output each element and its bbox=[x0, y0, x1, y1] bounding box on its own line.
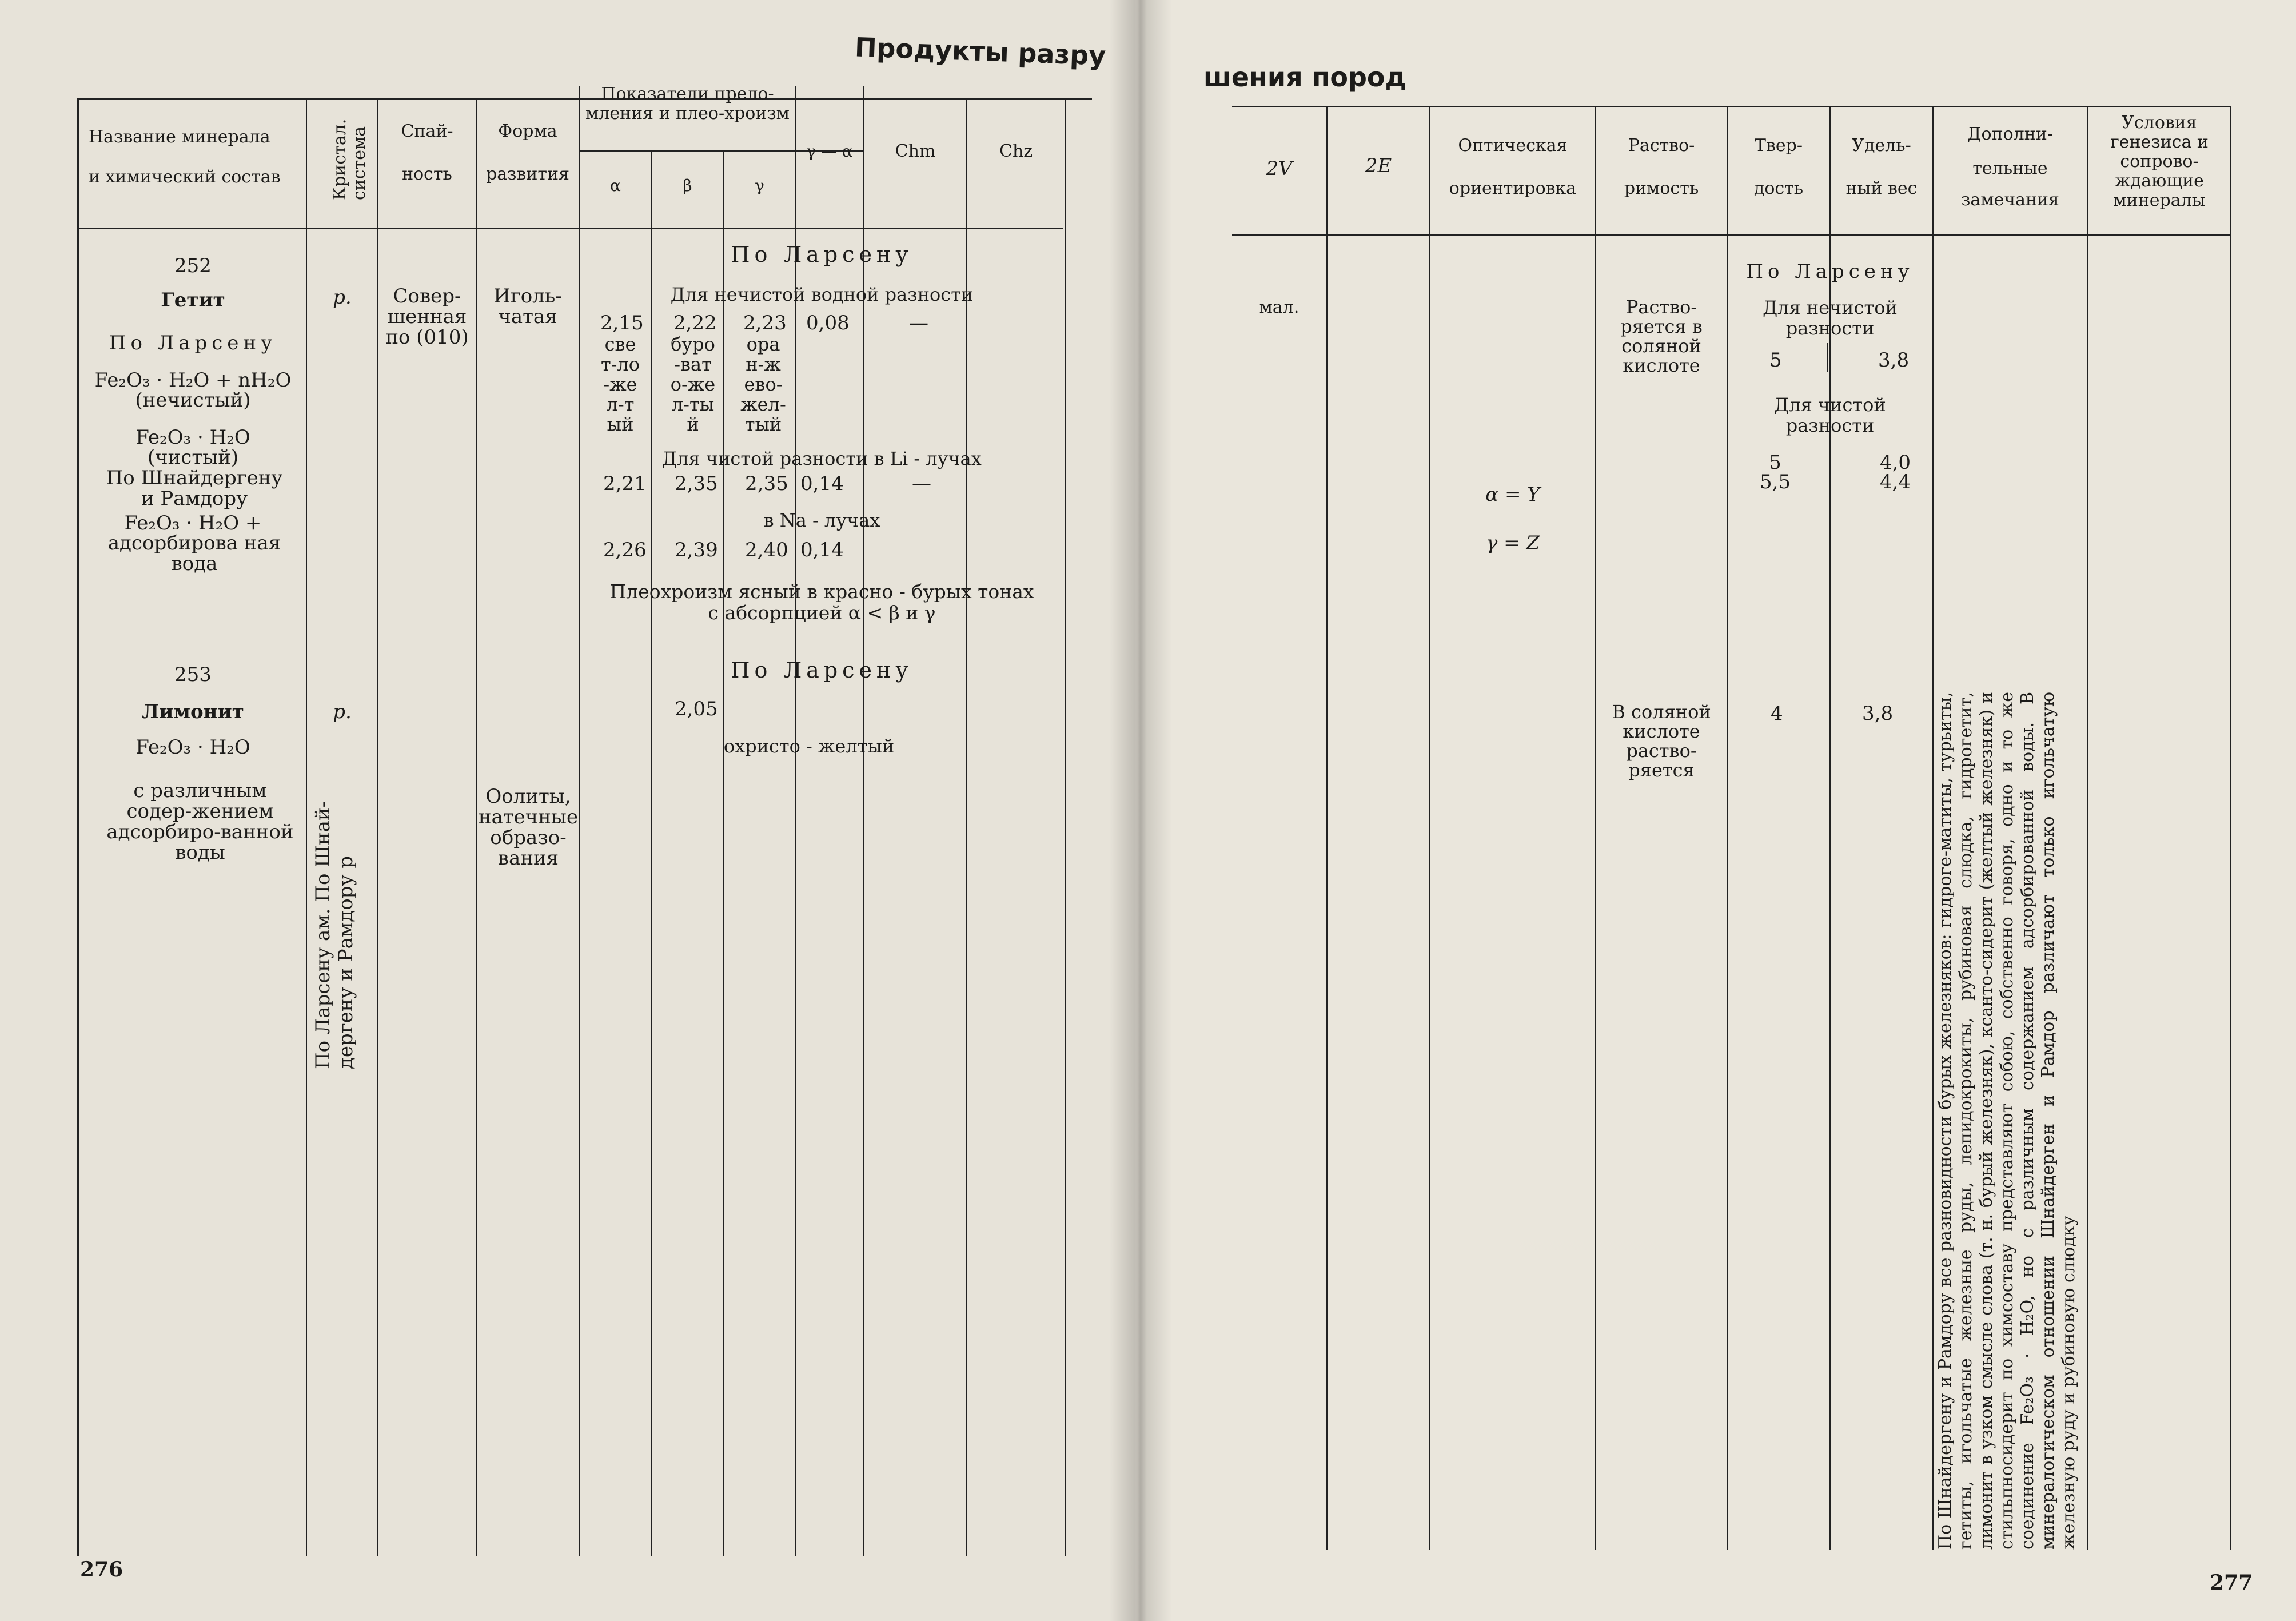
entry252-schneider: По Шнайдергену и Рамдору bbox=[106, 467, 283, 510]
hdr-name-1: Название минерала bbox=[89, 127, 270, 147]
hdr-2e: 2E bbox=[1365, 154, 1392, 177]
entry252-li-alpha: 2,21 bbox=[603, 472, 647, 495]
r-entry252-impure-label: Для нечистой разности bbox=[1763, 297, 1898, 339]
r-entry252-impure-d: 3,8 bbox=[1878, 349, 1910, 372]
entry252-section-larsen: По Ларсену bbox=[731, 242, 913, 267]
hdr-cleavage-1: Спай- bbox=[401, 121, 453, 141]
r-header-bottom-rule bbox=[1232, 234, 2230, 236]
col-divider-9 bbox=[966, 98, 967, 1556]
hdr-alpha: α bbox=[610, 176, 621, 195]
entry252-li-dash: — bbox=[912, 472, 931, 495]
entry252-number: 252 bbox=[174, 254, 212, 277]
hdr-notes-2: тельные bbox=[1972, 158, 2048, 178]
page-number-left: 276 bbox=[80, 1558, 123, 1582]
entry252-impure-gamma: 2,23 bbox=[743, 312, 787, 334]
entry253-section-larsen: По Ларсену bbox=[731, 658, 913, 683]
r-entry253-solubility: В соляной кислоте раство-ряется bbox=[1612, 701, 1711, 781]
entry252-formula3: Fe₂O₃ · H₂O + bbox=[124, 512, 262, 535]
hdr-refraction: Показатели прело-мления и плео-хроизм bbox=[585, 84, 790, 124]
page-number-right: 277 bbox=[2210, 1571, 2253, 1595]
running-head-left: Продукты разру bbox=[854, 31, 1107, 71]
hdr-notes-1: Дополни- bbox=[1967, 124, 2053, 144]
entry252-impure-alpha: 2,15 bbox=[600, 312, 644, 334]
r-entry252-orient1: α = Y bbox=[1485, 483, 1540, 506]
col-divider-10 bbox=[1065, 98, 1066, 1556]
book-gutter-shadow bbox=[1109, 0, 1172, 1621]
hdr-hardness-1: Твер- bbox=[1755, 136, 1803, 156]
entry252-li-diff: 0,14 bbox=[800, 472, 844, 495]
entry252-na-gamma: 2,40 bbox=[745, 539, 788, 561]
hdr-notes-3: замечания bbox=[1961, 190, 2059, 210]
entry252-formula3-note: адсорбирова ная вода bbox=[107, 532, 281, 575]
entry252-na-label: в Na - лучах bbox=[763, 509, 880, 531]
hdr-gamma-alpha: γ — α bbox=[806, 142, 853, 161]
hdr-2v: 2V bbox=[1266, 157, 1293, 180]
r-col-divider-3 bbox=[1595, 106, 1596, 1550]
entry252-impure-dash: — bbox=[909, 312, 928, 334]
entry252-pleo2: с абсорпцией α < β и γ bbox=[708, 602, 936, 624]
r-entry252-pure-h: 5 5,5 bbox=[1759, 451, 1791, 493]
entry253-desc: с различным содер-жением адсорбиро-ванной воды bbox=[106, 779, 294, 864]
r-entry253-density: 3,8 bbox=[1862, 702, 1894, 725]
header-bottom-rule bbox=[77, 228, 1063, 229]
entry253-formula: Fe₂O₃ · H₂O bbox=[135, 736, 250, 759]
r-col-divider-2 bbox=[1429, 106, 1430, 1550]
entry252-formula1: Fe₂O₃ · H₂O + nH₂O bbox=[94, 369, 292, 392]
entry252-formula2: Fe₂O₃ · H₂O bbox=[135, 426, 250, 449]
col-divider-8 bbox=[863, 86, 864, 1556]
entry253-color: охристо - желтый bbox=[723, 735, 895, 757]
entry252-impure-diff: 0,08 bbox=[806, 312, 850, 334]
hdr-beta: β bbox=[683, 176, 692, 195]
entry252-crystal: р. bbox=[333, 286, 352, 309]
r-entry252-larsen: По Ларсену bbox=[1746, 260, 1914, 283]
entry253-habit: Оолиты, натечные образо-вания bbox=[478, 785, 579, 870]
entry253-number: 253 bbox=[174, 663, 212, 686]
entry252-na-alpha: 2,26 bbox=[603, 539, 647, 561]
entry252-li-label: Для чистой разности в Li - лучах bbox=[662, 448, 982, 469]
hdr-solubility-1: Раство- bbox=[1628, 136, 1695, 156]
r-entry253-hardness: 4 bbox=[1771, 702, 1783, 725]
col-divider-5 bbox=[651, 150, 652, 1556]
entry252-li-beta: 2,35 bbox=[675, 472, 718, 495]
entry252-na-diff: 0,14 bbox=[800, 539, 844, 561]
entry253-beta: 2,05 bbox=[675, 698, 718, 720]
entry253-name: Лимонит bbox=[142, 700, 244, 723]
col-divider-7 bbox=[795, 86, 796, 1556]
r-entry252-separator bbox=[1827, 343, 1828, 372]
col-divider-1 bbox=[306, 98, 307, 1556]
r-entry252-2v: мал. bbox=[1259, 297, 1300, 317]
r-col-divider-6 bbox=[1932, 106, 1934, 1550]
hdr-hardness-2: дость bbox=[1753, 178, 1804, 198]
hdr-optical-2: ориентировка bbox=[1449, 178, 1577, 198]
r-col-divider-7 bbox=[2087, 106, 2088, 1550]
hdr-density-1: Удель- bbox=[1852, 136, 1911, 156]
hdr-name-2: и химический состав bbox=[89, 167, 281, 187]
r-col-divider-1 bbox=[1326, 106, 1328, 1550]
hdr-habit-2: развития bbox=[486, 164, 569, 184]
entry252-alpha-color: свет-ло-жел-тый bbox=[600, 333, 640, 435]
entry252-beta-color: буро-вато-жел-тый bbox=[670, 333, 716, 435]
left-page bbox=[0, 0, 1135, 1621]
hdr-gamma: γ bbox=[755, 176, 764, 195]
entry252-formula2-note: (чистый) bbox=[147, 446, 239, 469]
table-left-border bbox=[77, 98, 79, 1556]
running-head-right: шения пород bbox=[1203, 62, 1406, 93]
entry252-habit: Иголь-чатая bbox=[493, 285, 562, 328]
entry253-crystal-rotated: По Ларсену ам. По Шнай-дергену и Рамдору р bbox=[312, 800, 357, 1069]
hdr-crystal: Кристал. система bbox=[330, 118, 369, 200]
right-page bbox=[1135, 0, 2296, 1621]
r-table-top-rule bbox=[1232, 106, 2230, 107]
r-entry252-pure-label: Для чистой разности bbox=[1774, 394, 1886, 436]
r-entry252-solubility: Раство-ряется в соляной кислоте bbox=[1620, 296, 1703, 376]
col-divider-4 bbox=[579, 86, 580, 1556]
entry252-formula1-note: (нечистый) bbox=[135, 389, 251, 412]
hdr-cleavage-2: ность bbox=[402, 164, 452, 184]
hdr-optical-1: Оптическая bbox=[1458, 136, 1568, 156]
hdr-density-2: ный вес bbox=[1845, 178, 1918, 198]
r-entry252-impure-h: 5 bbox=[1769, 349, 1782, 372]
r-entry252-pure-d: 4,0 4,4 bbox=[1879, 451, 1911, 493]
entry252-li-gamma: 2,35 bbox=[745, 472, 788, 495]
r-table-right-border bbox=[2230, 106, 2231, 1550]
hdr-solubility-2: римость bbox=[1624, 178, 1699, 198]
entry252-name: Гетит bbox=[161, 289, 225, 312]
entry252-pleo: Плеохроизм ясный в красно - бурых тонах bbox=[609, 580, 1034, 603]
r-entry253-note: По Шнайдергену и Рамдору все разновидности бурых железняков: гидроге-матиты, турьиты, гетиты, игольчатые железные руды, лепидокрокиты, рубиновая слюдка, гидрогетит, лимонит в узком смысле слова (т. н. бурый железняк), ксанто-сидерит (желтый железняк) и стильпносидерит по химсоставу представляют собою, собственно говоря, одно и то же соединение Fe₂O₃ · H₂O, но с различным содержанием адсорбированной воды. В минералогическом отношении Шнайдерген и Рамдор различают только игольчатую железную руду и рубиновую слюдку bbox=[1935, 692, 2079, 1550]
entry252-impure-label: Для нечистой водной разности bbox=[670, 284, 974, 305]
entry252-gamma-color: оран-жево-жел-тый bbox=[740, 333, 786, 435]
hdr-genesis: Условия генезиса и сопрово-ждающие минералы bbox=[2110, 113, 2209, 210]
hdr-chm: Chm bbox=[895, 141, 936, 161]
col-divider-6 bbox=[723, 150, 724, 1556]
entry252-larsen: По Ларсену bbox=[109, 332, 277, 355]
entry252-cleavage: Совер-шенная по (010) bbox=[385, 285, 469, 349]
hdr-habit-1: Форма bbox=[498, 121, 557, 141]
r-entry252-orient2: γ = Z bbox=[1485, 532, 1540, 555]
entry252-impure-beta: 2,22 bbox=[673, 312, 717, 334]
hdr-chz: Chz bbox=[999, 141, 1033, 161]
entry252-na-beta: 2,39 bbox=[675, 539, 718, 561]
entry253-crystal: р. bbox=[333, 700, 352, 723]
